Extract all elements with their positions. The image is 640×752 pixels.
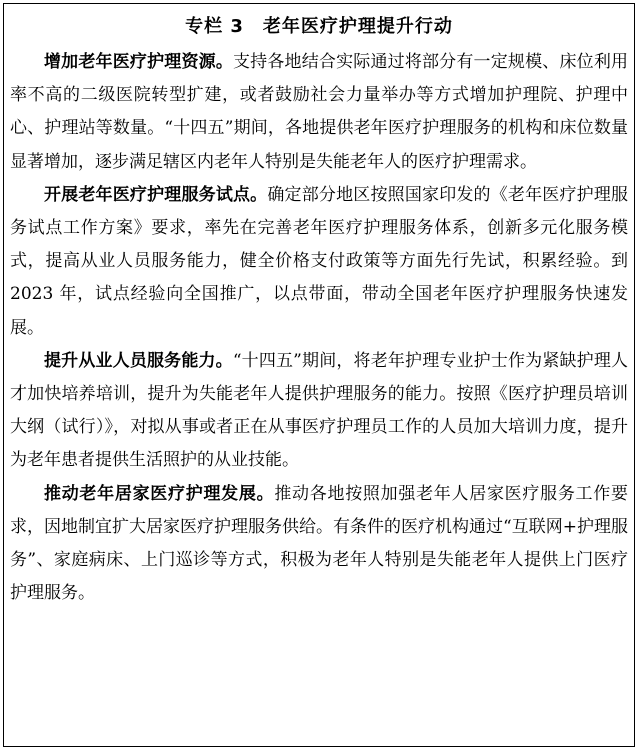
paragraph-body: “十四五”期间，将老年护理专业护士作为紧缺护理人才加快培养培训，提升为失能老年人提供护理服务的能力。按照《医疗护理员培训大纲（试行）》，对拟从事或者正在从事医疗护理员工作的人员加大培训力度，提升为老年患者提供生活照护的从业技能。 (10, 350, 629, 471)
feature-box (3, 3, 635, 747)
paragraph-pilot (10, 179, 628, 345)
paragraph-body: 确定部分地区按照国家印发的《老年医疗护理服务试点工作方案》要求，率先在完善老年医疗护理服务体系，创新多元化服务模式，提高从业人员服务能力，健全价格支付政策等方面先行先试，积累经验。到 2023 年，试点经验向全国推广，以点带面，带动全国老年医疗护理服务快速发展。 (10, 184, 629, 338)
paragraph-resources (10, 46, 628, 179)
paragraph-body: 支持各地结合实际通过将部分有一定规模、床位利用率不高的二级医院转型扩建，或者鼓励社会力量举办等方式增加护理院、护理中心、护理站等数量。“十四五”期间，各地提供老年医疗护理服务的机构和床位数量显著增加，逐步满足辖区内老年人特别是失能老年人的医疗护理需求。 (10, 52, 628, 172)
paragraph-heading: 提升从业人员服务能力。 (44, 350, 233, 371)
box-title: 专栏 3 老年医疗护理提升行动 (185, 16, 453, 37)
paragraph-staff-capacity (10, 345, 628, 478)
paragraph-heading: 开展老年医疗护理服务试点。 (44, 184, 268, 205)
paragraph-heading: 推动老年居家医疗护理发展。 (44, 483, 275, 504)
box-content (10, 46, 628, 610)
paragraph-heading: 增加老年医疗护理资源。 (44, 52, 233, 72)
paragraph-home-care (10, 478, 628, 611)
paragraph-body: 推动各地按照加强老年人居家医疗服务工作要求，因地制宜扩大居家医疗护理服务供给。有条件的医疗机构通过“互联网+护理服务”、家庭病床、上门巡诊等方式，积极为老年人特别是失能老年人提供上门医疗护理服务。 (10, 483, 628, 604)
